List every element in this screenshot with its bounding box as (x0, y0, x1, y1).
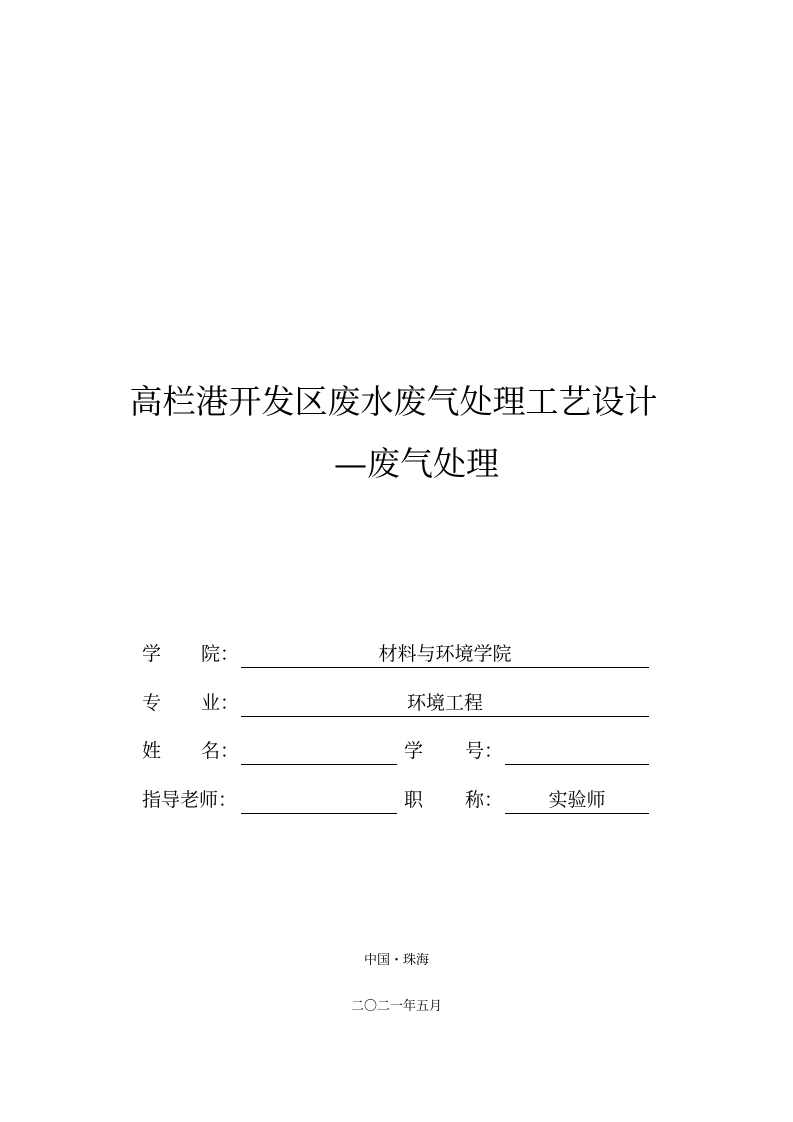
student-id-label-b: 号： (465, 740, 504, 762)
name-label-b: 名： (201, 740, 240, 762)
name-label-a: 姓 (142, 740, 162, 762)
student-id-underline (505, 764, 649, 765)
advisor-title-underline (505, 813, 649, 814)
major-underline (241, 716, 649, 717)
college-value[interactable]: 材料与环境学院 (378, 643, 512, 665)
advisor-title-label-a: 职 (404, 789, 424, 811)
footer-date: 二〇二一年五月 (350, 999, 442, 1014)
college-label-b: 院： (201, 643, 240, 665)
advisor-title-value[interactable]: 实验师 (548, 789, 606, 811)
college-label-a: 学 (142, 643, 162, 665)
name-underline (241, 764, 397, 765)
name-id-row (0, 736, 793, 766)
advisor-label: 指导老师： (142, 789, 238, 811)
major-label-b: 业： (201, 692, 240, 714)
advisor-underline (241, 813, 397, 814)
college-underline (241, 667, 649, 668)
title-line-1: 高栏港开发区废水废气处理工艺设计 (129, 382, 658, 421)
advisor-row (0, 785, 793, 815)
college-row (0, 639, 793, 669)
major-row (0, 688, 793, 718)
title-line-2: —废气处理 (334, 444, 499, 483)
student-id-label-a: 学 (404, 740, 424, 762)
advisor-title-label-b: 称： (465, 789, 504, 811)
major-label-a: 专 (142, 692, 162, 714)
footer-place: 中国・珠海 (363, 953, 429, 968)
major-value[interactable]: 环境工程 (406, 692, 483, 714)
